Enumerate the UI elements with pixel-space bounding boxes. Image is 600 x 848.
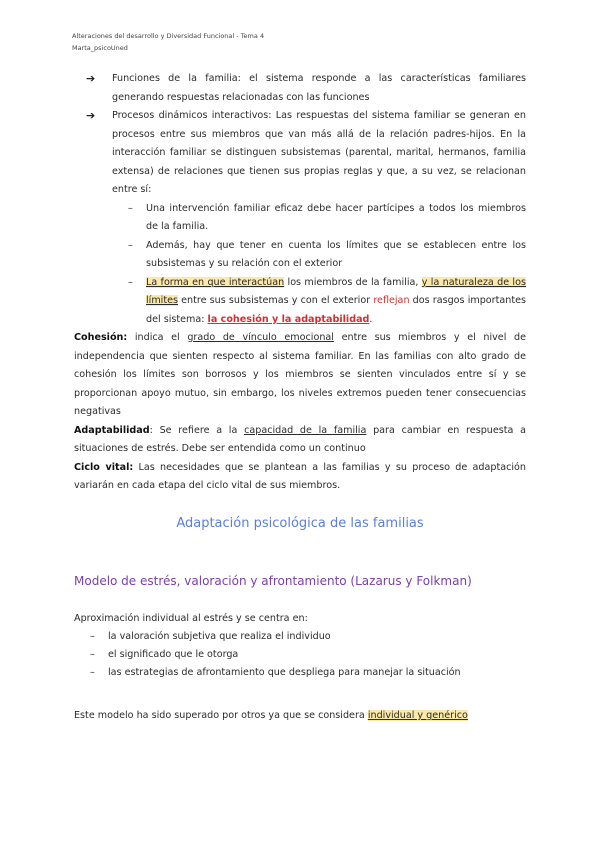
bullet-text: Funciones de la familia: el sistema responde a las características familiares generando respuestas relacionadas con las funciones <box>112 73 526 103</box>
list-item <box>74 664 526 682</box>
list-item <box>74 646 526 664</box>
header-course: Alteraciones del desarrollo y Diversidad Funcional - Tema 4 <box>72 32 265 40</box>
bullet-text: Procesos dinámicos interactivos: Las respuestas del sistema familiar se generan en procesos entre sus miembros que van más allá de la relación padres-hijos. En la interacción familiar se distinguen subsistemas (parental, marital, hermanos, familia extensa) de relaciones que tienen sus propias reglas y que, a su vez, se relacionan entre sí: <box>112 110 526 195</box>
list-item-text: la valoración subjetiva que realiza el individuo <box>108 631 331 642</box>
text-run: los miembros de la familia, <box>284 276 422 288</box>
bullet-procesos <box>74 107 526 200</box>
dash-icon: – <box>128 276 133 288</box>
model-section <box>74 610 526 682</box>
dash-icon: – <box>128 239 133 251</box>
text-run: : Se refiere a la <box>149 424 245 436</box>
dash-icon: – <box>90 649 95 660</box>
text-run: Este modelo ha sido superado por otros ya que se considera <box>74 710 368 721</box>
key-concepts: la cohesión y la adaptabilidad <box>207 313 370 325</box>
text-run: entre sus subsistemas y con el exterior <box>178 295 374 306</box>
closing-paragraph <box>74 707 526 725</box>
text-run: Las necesidades que se plantean a las familias y su proceso de adaptación variarán en cada etapa del ciclo vital de sus miembros. <box>74 461 526 491</box>
highlight-individual: individual y genérico <box>367 710 468 721</box>
list-item-text: las estrategias de afrontamiento que despliega para manejar la situación <box>108 667 461 678</box>
header-author: Marta_psicoUned <box>72 44 128 52</box>
list-item-text: el significado que le otorga <box>108 649 239 660</box>
main-content <box>74 70 526 496</box>
arrow-icon: ➔ <box>86 109 96 122</box>
text-run: dos rasgos importantes del sistema: <box>146 295 526 325</box>
text-run: para cambiar en respuesta a situaciones de estrés. Debe ser entendida como un continuo <box>74 424 526 454</box>
list-item <box>74 274 526 330</box>
adaptabilidad-paragraph <box>74 422 526 459</box>
highlight-limits: y la naturaleza de los límites <box>146 276 526 306</box>
dash-icon: – <box>90 631 95 642</box>
text-run: indica el <box>127 332 188 343</box>
page-header <box>72 30 264 54</box>
term-adaptabilidad: Adaptabilidad <box>74 424 150 436</box>
list-item-text: Una intervención familiar eficaz debe hacer partícipes a todos los miembros de la familia. <box>146 202 526 232</box>
list-item <box>74 200 526 237</box>
term-cohesion: Cohesión: <box>74 332 128 343</box>
highlight-interaction: La forma en que interactúan <box>146 276 285 288</box>
term-ciclo-vital: Ciclo vital: <box>74 461 134 473</box>
list-item <box>74 237 526 274</box>
dash-icon: – <box>90 667 95 678</box>
ciclo-paragraph <box>74 459 526 496</box>
dash-icon: – <box>128 202 133 214</box>
bullet-funciones <box>74 70 526 107</box>
text-run: . <box>369 313 373 325</box>
subsection-title: Modelo de estrés, valoración y afrontamiento (Lazarus y Folkman) <box>74 574 472 588</box>
cohesion-paragraph <box>74 329 526 422</box>
list-item-text: Además, hay que tener en cuenta los límites que se establecen entre los subsistemas y su relación con el exterior <box>146 239 526 269</box>
section-title: Adaptación psicológica de las familias <box>176 516 424 531</box>
text-run: entre sus miembros y el nivel de independencia que sienten respecto al sistema familiar. En las familias con alto grado de cohesión los límites son borrosos y los miembros se sienten vinculados entre sí y se proporcionan apoyo mutuo, sin embargo, los niveles extremos pueden tener consecuencias negativas <box>74 332 526 417</box>
underlined-text: grado de vínculo emocional <box>187 332 334 343</box>
model-intro: Aproximación individual al estrés y se centra en: <box>74 613 308 624</box>
sub-list <box>74 200 526 330</box>
underlined-text: capacidad de la familia <box>244 424 367 436</box>
list-item <box>74 628 526 646</box>
arrow-icon: ➔ <box>86 72 96 85</box>
red-text: reflejan <box>373 295 410 306</box>
model-list <box>74 628 526 682</box>
